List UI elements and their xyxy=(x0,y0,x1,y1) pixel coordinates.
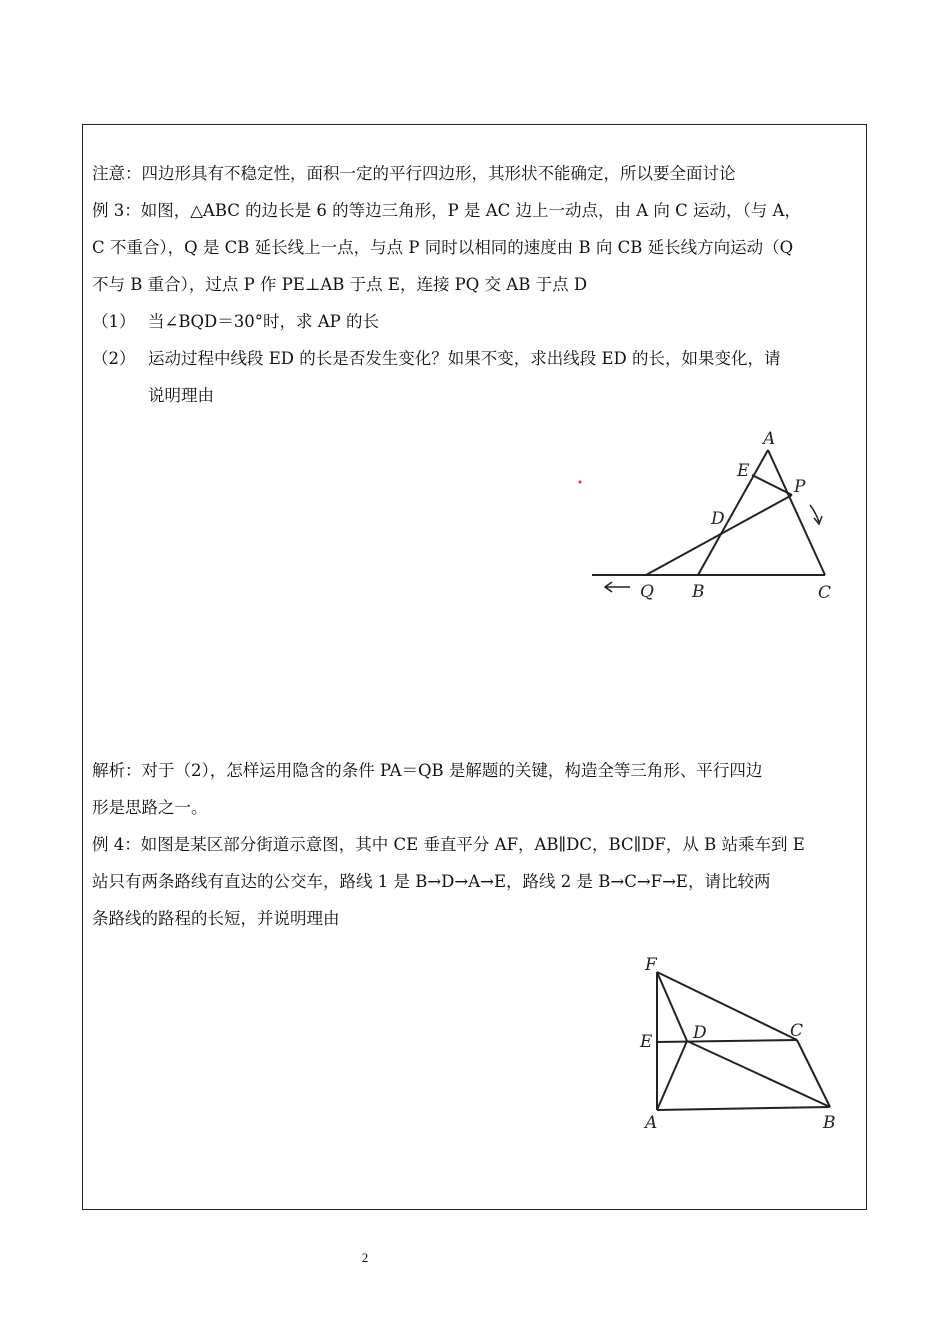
example3-triangle-figure xyxy=(570,420,850,610)
label-P: P xyxy=(794,477,806,497)
example4-street-figure xyxy=(635,950,845,1140)
question2-text-line1: 运动过程中线段 ED 的长是否发生变化？如果不变，求出线段 ED 的长，如果变化，请 xyxy=(148,349,781,368)
question2-number: （2） xyxy=(92,349,136,368)
example4-line2: 站只有两条路线有直达的公交车，路线 1 是 B→D→A→E，路线 2 是 B→C→F→E，请比较两 xyxy=(92,872,771,891)
label-D: D xyxy=(693,1023,707,1043)
label-D: D xyxy=(711,509,725,529)
question1-number: （1） xyxy=(92,312,136,331)
analysis-line2: 形是思路之一。 xyxy=(92,798,208,817)
label-E: E xyxy=(737,461,750,481)
example3-line2: C 不重合），Q 是 CB 延长线上一点，与点 P 同时以相同的速度由 B 向 CB 延长线方向运动（Q xyxy=(92,238,794,257)
label-F: F xyxy=(645,955,657,975)
page-number: 2 xyxy=(361,1250,369,1265)
example3-line1: 例 3：如图，△ABC 的边长是 6 的等边三角形，P 是 AC 边上一动点，由 A 向 C 运动，（与 A， xyxy=(92,201,801,220)
example4-line1: 例 4：如图是某区部分街道示意图，其中 CE 垂直平分 AF，AB∥DC，BC∥DF，从 B 站乘车到 E xyxy=(92,835,805,854)
note-text: 注意：四边形具有不稳定性，面积一定的平行四边形，其形状不能确定，所以要全面讨论 xyxy=(92,164,736,183)
label-B: B xyxy=(692,582,705,602)
label-B: B xyxy=(823,1113,836,1133)
label-A: A xyxy=(763,429,776,449)
example3-line3: 不与 B 重合），过点 P 作 PE⊥AB 于点 E，连接 PQ 交 AB 于点 D xyxy=(92,275,588,294)
example4-line3: 条路线的路程的长短，并说明理由 xyxy=(92,909,340,928)
label-C: C xyxy=(790,1021,804,1041)
label-A: A xyxy=(645,1113,658,1133)
question2-text-line2: 说明理由 xyxy=(148,386,214,405)
label-C: C xyxy=(818,583,832,603)
label-E: E xyxy=(640,1032,653,1052)
question1-text: 当∠BQD＝30°时，求 AP 的长 xyxy=(148,312,379,331)
label-Q: Q xyxy=(640,582,654,602)
analysis-line1: 解析：对于（2），怎样运用隐含的条件 PA＝QB 是解题的关键，构造全等三角形、平行四边 xyxy=(92,761,763,780)
